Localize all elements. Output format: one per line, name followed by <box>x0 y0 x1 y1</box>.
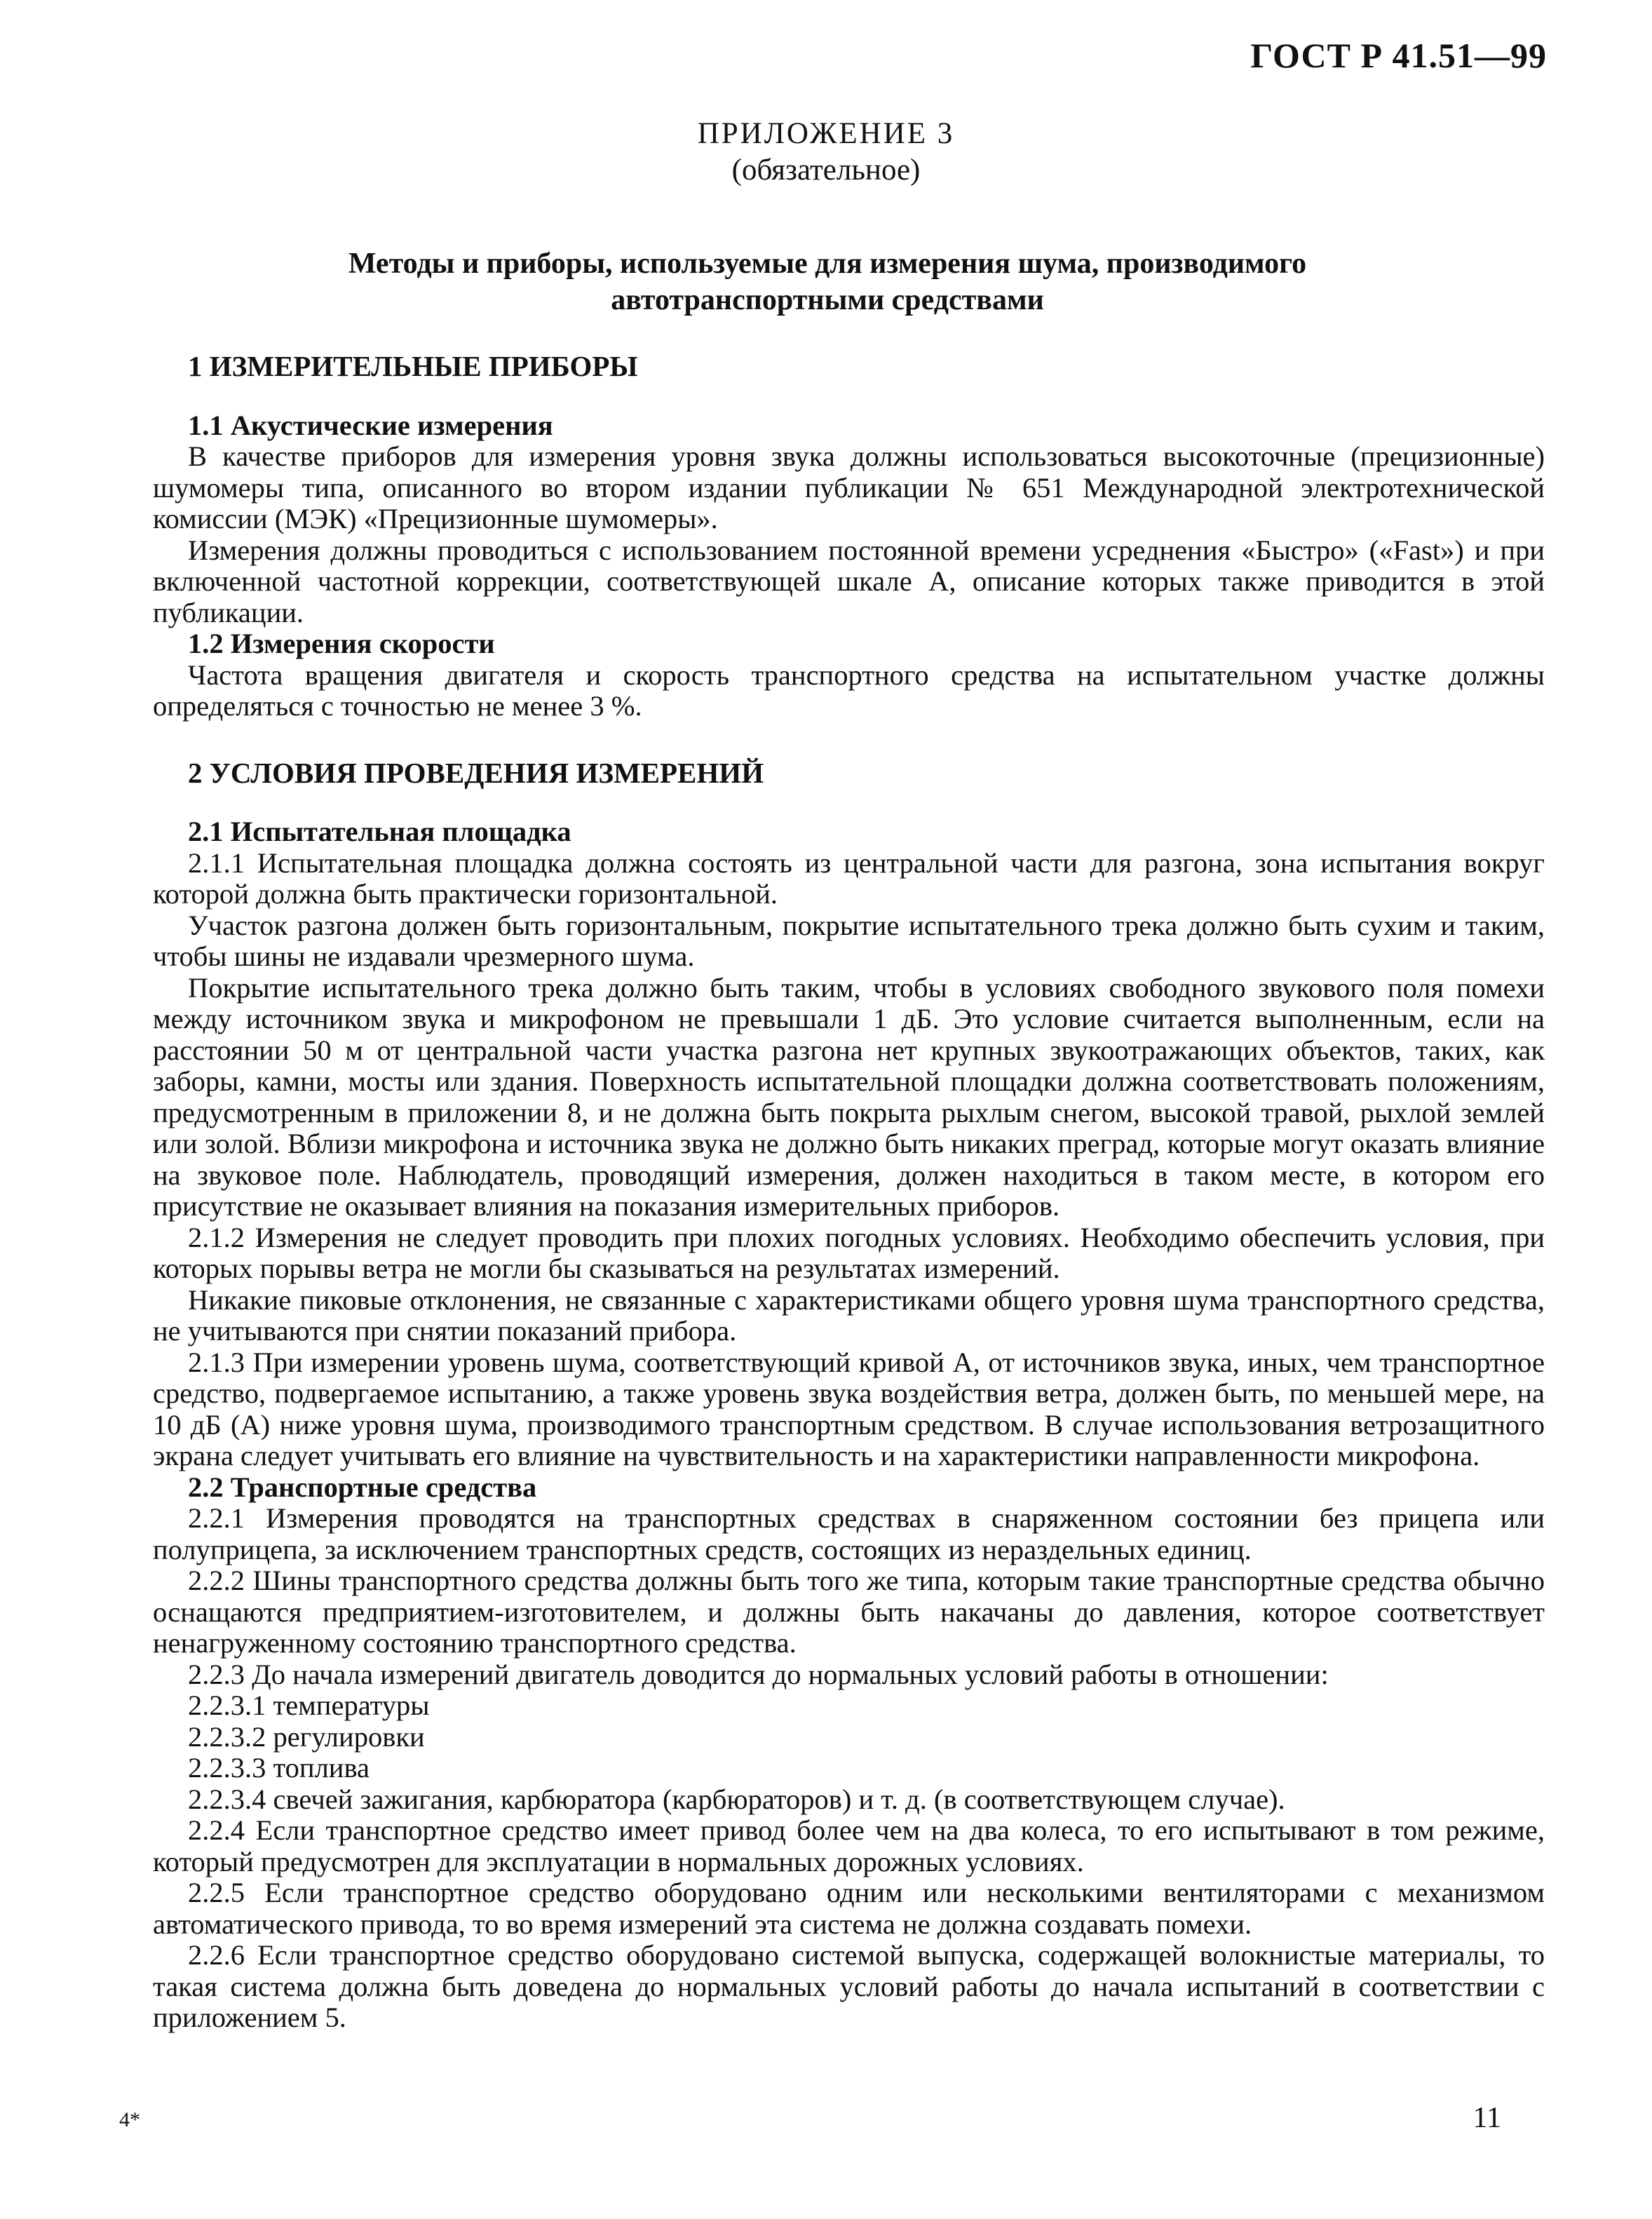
subsection-1-1-heading: 1.1 Акустические измерения <box>188 409 553 441</box>
subsection-1-2-heading: 1.2 Измерения скорости <box>188 628 495 659</box>
appendix-heading <box>0 116 1652 189</box>
document-body <box>153 351 1545 2034</box>
list-item: 2.2.3.1 температуры <box>188 1689 430 1721</box>
paragraph: Измерения должны проводиться с использованием постоянной времени усреднения «Быстро» («Fast») и при включенной частотной коррекции, соответствующей шкале А, описание которых также приводится в этой публикации. <box>153 534 1545 628</box>
standard-code: ГОСТ Р 41.51—99 <box>1250 36 1547 75</box>
subsection-2-2-heading: 2.2 Транспортные средства <box>188 1471 537 1503</box>
appendix-label: ПРИЛОЖЕНИЕ 3 <box>697 117 955 150</box>
paragraph: 2.1.3 При измерении уровень шума, соответствующий кривой А, от источников звука, иных, чем транспортное средство, подвергаемое испытанию, а также уровень звука воздействия ветра, должен быть, по меньшей мере, на 10 дБ (А) ниже уровня шума, производимого транспортным средством. В случае использования ветрозащитного экрана следует учитывать его влияние на чувствительность и на характеристики направленности микрофона. <box>153 1346 1545 1471</box>
paragraph: Участок разгона должен быть горизонтальным, покрытие испытательного трека должно быть сухим и таким, чтобы шины не издавали чрезмерного шума. <box>153 909 1545 972</box>
subsection-2-1-heading: 2.1 Испытательная площадка <box>188 816 571 847</box>
paragraph: 2.1.2 Измерения не следует проводить при плохих погодных условиях. Необходимо обеспечить условия, при которых порывы ветра не могли бы сказываться на результатах измерений. <box>153 1221 1545 1284</box>
list-item: 2.2.3.2 регулировки <box>188 1720 425 1753</box>
paragraph: 2.2.6 Если транспортное средство оборудовано системой выпуска, содержащей волокнистые материалы, то такая система должна быть доведена до нормальных условий работы до начала испытаний в соответствии с приложением 5. <box>153 1939 1545 2033</box>
paragraph: 2.1.1 Испытательная площадка должна состоять из центральной части для разгона, зона испытания вокруг которой должна быть практически горизонтальной. <box>153 847 1545 910</box>
paragraph: 2.2.1 Измерения проводятся на транспортных средствах в снаряженном состоянии без прицепа или полуприцепа, за исключением транспортных средств, состоящих из нераздельных единиц. <box>153 1502 1545 1565</box>
appendix-status: (обязательное) <box>731 154 921 187</box>
section-1-heading: 1 ИЗМЕРИТЕЛЬНЫЕ ПРИБОРЫ <box>188 350 638 382</box>
page-number: 11 <box>1472 2102 1501 2134</box>
paragraph: 2.2.2 Шины транспортного средства должны быть того же типа, которым такие транспортные средства обычно оснащаются предприятием-изготовителем, и должны быть накачаны до давления, которое соответствует ненагруженному состоянию транспортного средства. <box>153 1565 1545 1659</box>
paragraph: В качестве приборов для измерения уровня звука должны использоваться высокоточные (прецизионные) шумомеры типа, описанного во втором издании публикации № 651 Международной электротехнической комиссии (МЭК) «Прецизионные шумомеры». <box>153 440 1545 534</box>
paragraph: Покрытие испытательного трека должно быть таким, чтобы в условиях свободного звукового поля помехи между источником звука и микрофоном не превышали 1 дБ. Это условие считается выполненным, если на расстоянии 50 м от центральной части участка разгона нет крупных звукоотражающих объектов, таких, как заборы, камни, мосты или здания. Поверхность испытательной площадки должна соответствовать положениям, предусмотренным в приложении 8, и не должна быть покрыта рыхлым снегом, высокой травой, рыхлой землей или золой. Вблизи микрофона и источника звука не должно быть никаких преград, которые могут оказать влияние на звуковое поле. Наблюдатель, проводящий измерения, должен находиться в таком месте, в котором его присутствие не оказывает влияния на показания измерительных приборов. <box>153 971 1545 1222</box>
paragraph: 2.2.3 До начала измерений двигатель доводится до нормальных условий работы в отношении: <box>188 1658 1329 1690</box>
section-2-heading: 2 УСЛОВИЯ ПРОВЕДЕНИЯ ИЗМЕРЕНИЙ <box>188 756 764 789</box>
paragraph: Никакие пиковые отклонения, не связанные с характеристиками общего уровня шума транспортного средства, не учитываются при снятии показаний прибора. <box>153 1283 1545 1347</box>
document-title: Методы и приборы, используемые для измерения шума, производимого автотранспортными средствами <box>348 248 1307 316</box>
sheet-mark: 4* <box>119 2108 140 2131</box>
paragraph: Частота вращения двигателя и скорость транспортного средства на испытательном участке должны определяться с точностью не менее 3 %. <box>153 659 1545 722</box>
list-item: 2.2.3.4 свечей зажигания, карбюратора (карбюраторов) и т. д. (в соответствующем случае). <box>188 1783 1285 1815</box>
paragraph: 2.2.4 Если транспортное средство имеет привод более чем на два колеса, то его испытывают в том режиме, который предусмотрен для эксплуатации в нормальных дорожных условиях. <box>153 1814 1545 1877</box>
paragraph: 2.2.5 Если транспортное средство оборудовано одним или несколькими вентиляторами с механизмом автоматического привода, то во время измерений эта система не должна создавать помехи. <box>153 1877 1545 1940</box>
list-item: 2.2.3.3 топлива <box>188 1752 370 1783</box>
